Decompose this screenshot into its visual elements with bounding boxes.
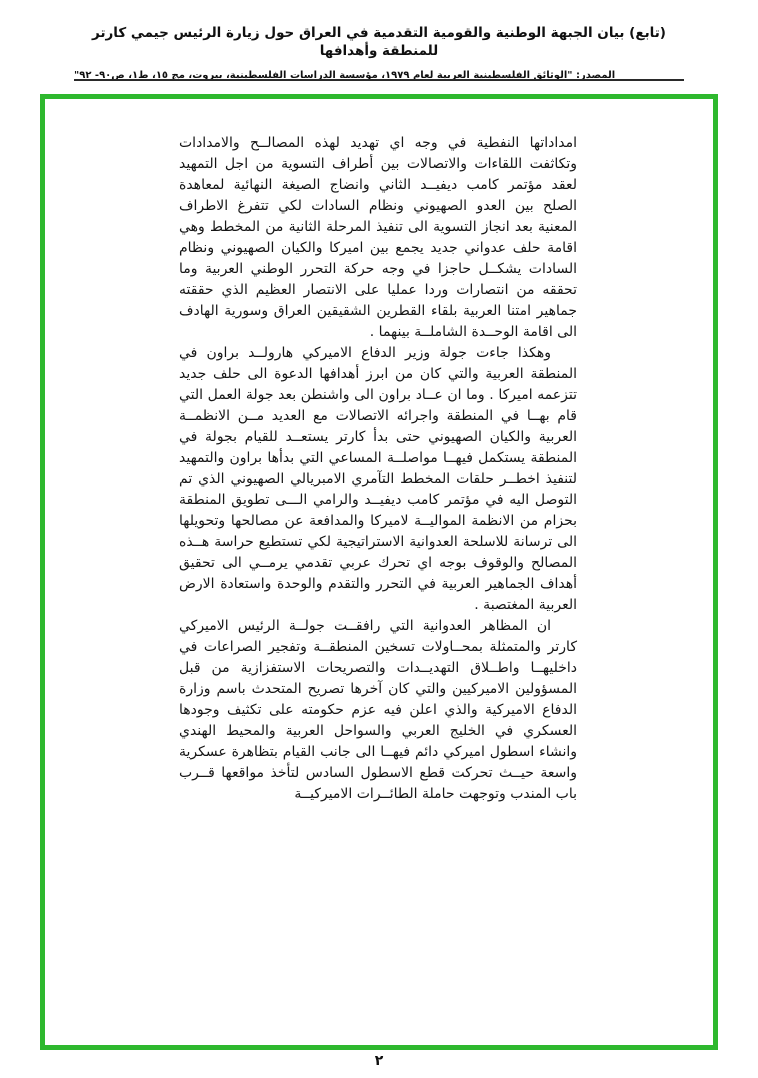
header-divider bbox=[74, 79, 684, 81]
document-title: (تابع) بيان الجبهة الوطنية والقومية التقدمية في العراق حول زيارة الرئيس جيمي كارتر للمنطقة وأهدافها bbox=[92, 25, 666, 59]
body-paragraph-1: امداداتها النفطية في وجه اي تهديد لهذه المصالــح والامدادات وتكاثفت اللقاءات والاتصالات بين أطراف التسوية من اجل التمهيد لعقد مؤتمر كامب ديفيــد الثاني وانضاج الصيغة النهائية لمعاهدة الصلح بين العدو الصهيوني ونظام السادات لكي تتفرغ الاطراف المعنية بعد انجاز التسوية الى تنفيذ المرحلة الثانية من المخطط وهي اقامة حلف عدواني جديد يجمع بين اميركا والكيان الصهيوني ونظام السادات يشكــل حاجزا في وجه حركة التحرر الوطني العربية وما تحققه من انتصارات وردا عمليا على الانتصار العظيم الذي حققته جماهير امتنا العربية بلقاء القطرين الشقيقين العراق وسورية الهادف الى اقامة الوحــدة الشاملــة بينهما . bbox=[179, 135, 577, 340]
page-header bbox=[74, 24, 684, 82]
source-line: المصدر: "الوثائق الفلسطينية العربية لعام ١٩٧٩، مؤسسة الدراسات الفلسطينية، بيروت، مج ١٥، ط١، ص٩٠- ٩٢" bbox=[74, 70, 616, 81]
body-text bbox=[179, 133, 577, 805]
body-paragraph-2: وهكذا جاءت جولة وزير الدفاع الاميركي هارولــد براون في المنطقة العربية والتي كان من ابرز أهدافها الدعوة الى حلف جديد تتزعمه اميركا . وما ان عــاد براون الى واشنطن بعد جولة العمل التي قام بهــا في المنطقة واجرائه الاتصالات مع العديد مــن الانظمــة العربية والكيان الصهيوني حتى بدأ كارتر يستعــد للقيام بجولة في المنطقة يستكمل فيهــا مواصلــة المساعي التي بدأها براون والتمهيد لتنفيذ اخطــر حلقات المخطط التآمري الامبريالي الصهيوني الذي تم التوصل اليه في مؤتمر كامب ديفيــد والرامي الـــى تطويق المنطقة بحزام من الانظمة المواليــة لاميركا والمدافعة عن مصالحها وتحويلها الى ترسانة للاسلحة العدوانية الاستراتيجية لكي تستطيع حراسة هــذه المصالح والوقوف بوجه اي تحرك عربي تقدمي يرمــي الى تحقيق أهداف الجماهير العربية في التحرر والتقدم والوحدة واستعادة الارض العربية المغتصبة . bbox=[179, 345, 577, 613]
page-number: ٢ bbox=[374, 1053, 384, 1069]
body-paragraph-3: ان المظاهر العدوانية التي رافقــت جولــة الرئيس الاميركي كارتر والمتمثلة بمحــاولات تسخين المنطقــة وتفجير الصراعات في داخليهــا واطــلاق التهديــدات والتصريحات الاستفزازية من قبل المسؤولين الاميركيين والتي كان آخرها تصريح المتحدث باسم وزارة الدفاع الاميركية والذي اعلن فيه عزم حكومته على تكثيف وجودها العسكري في الخليج العربي والسواحل العربية والمحيط الهندي وانشاء اسطول اميركي دائم فيهــا الى جانب القيام بتظاهرة عسكرية واسعة حيــث تحركت قطع الاسطول السادس لتأخذ مواقعها قــرب باب المندب وتوجهت حاملة الطائــرات الاميركيــة bbox=[179, 618, 577, 802]
